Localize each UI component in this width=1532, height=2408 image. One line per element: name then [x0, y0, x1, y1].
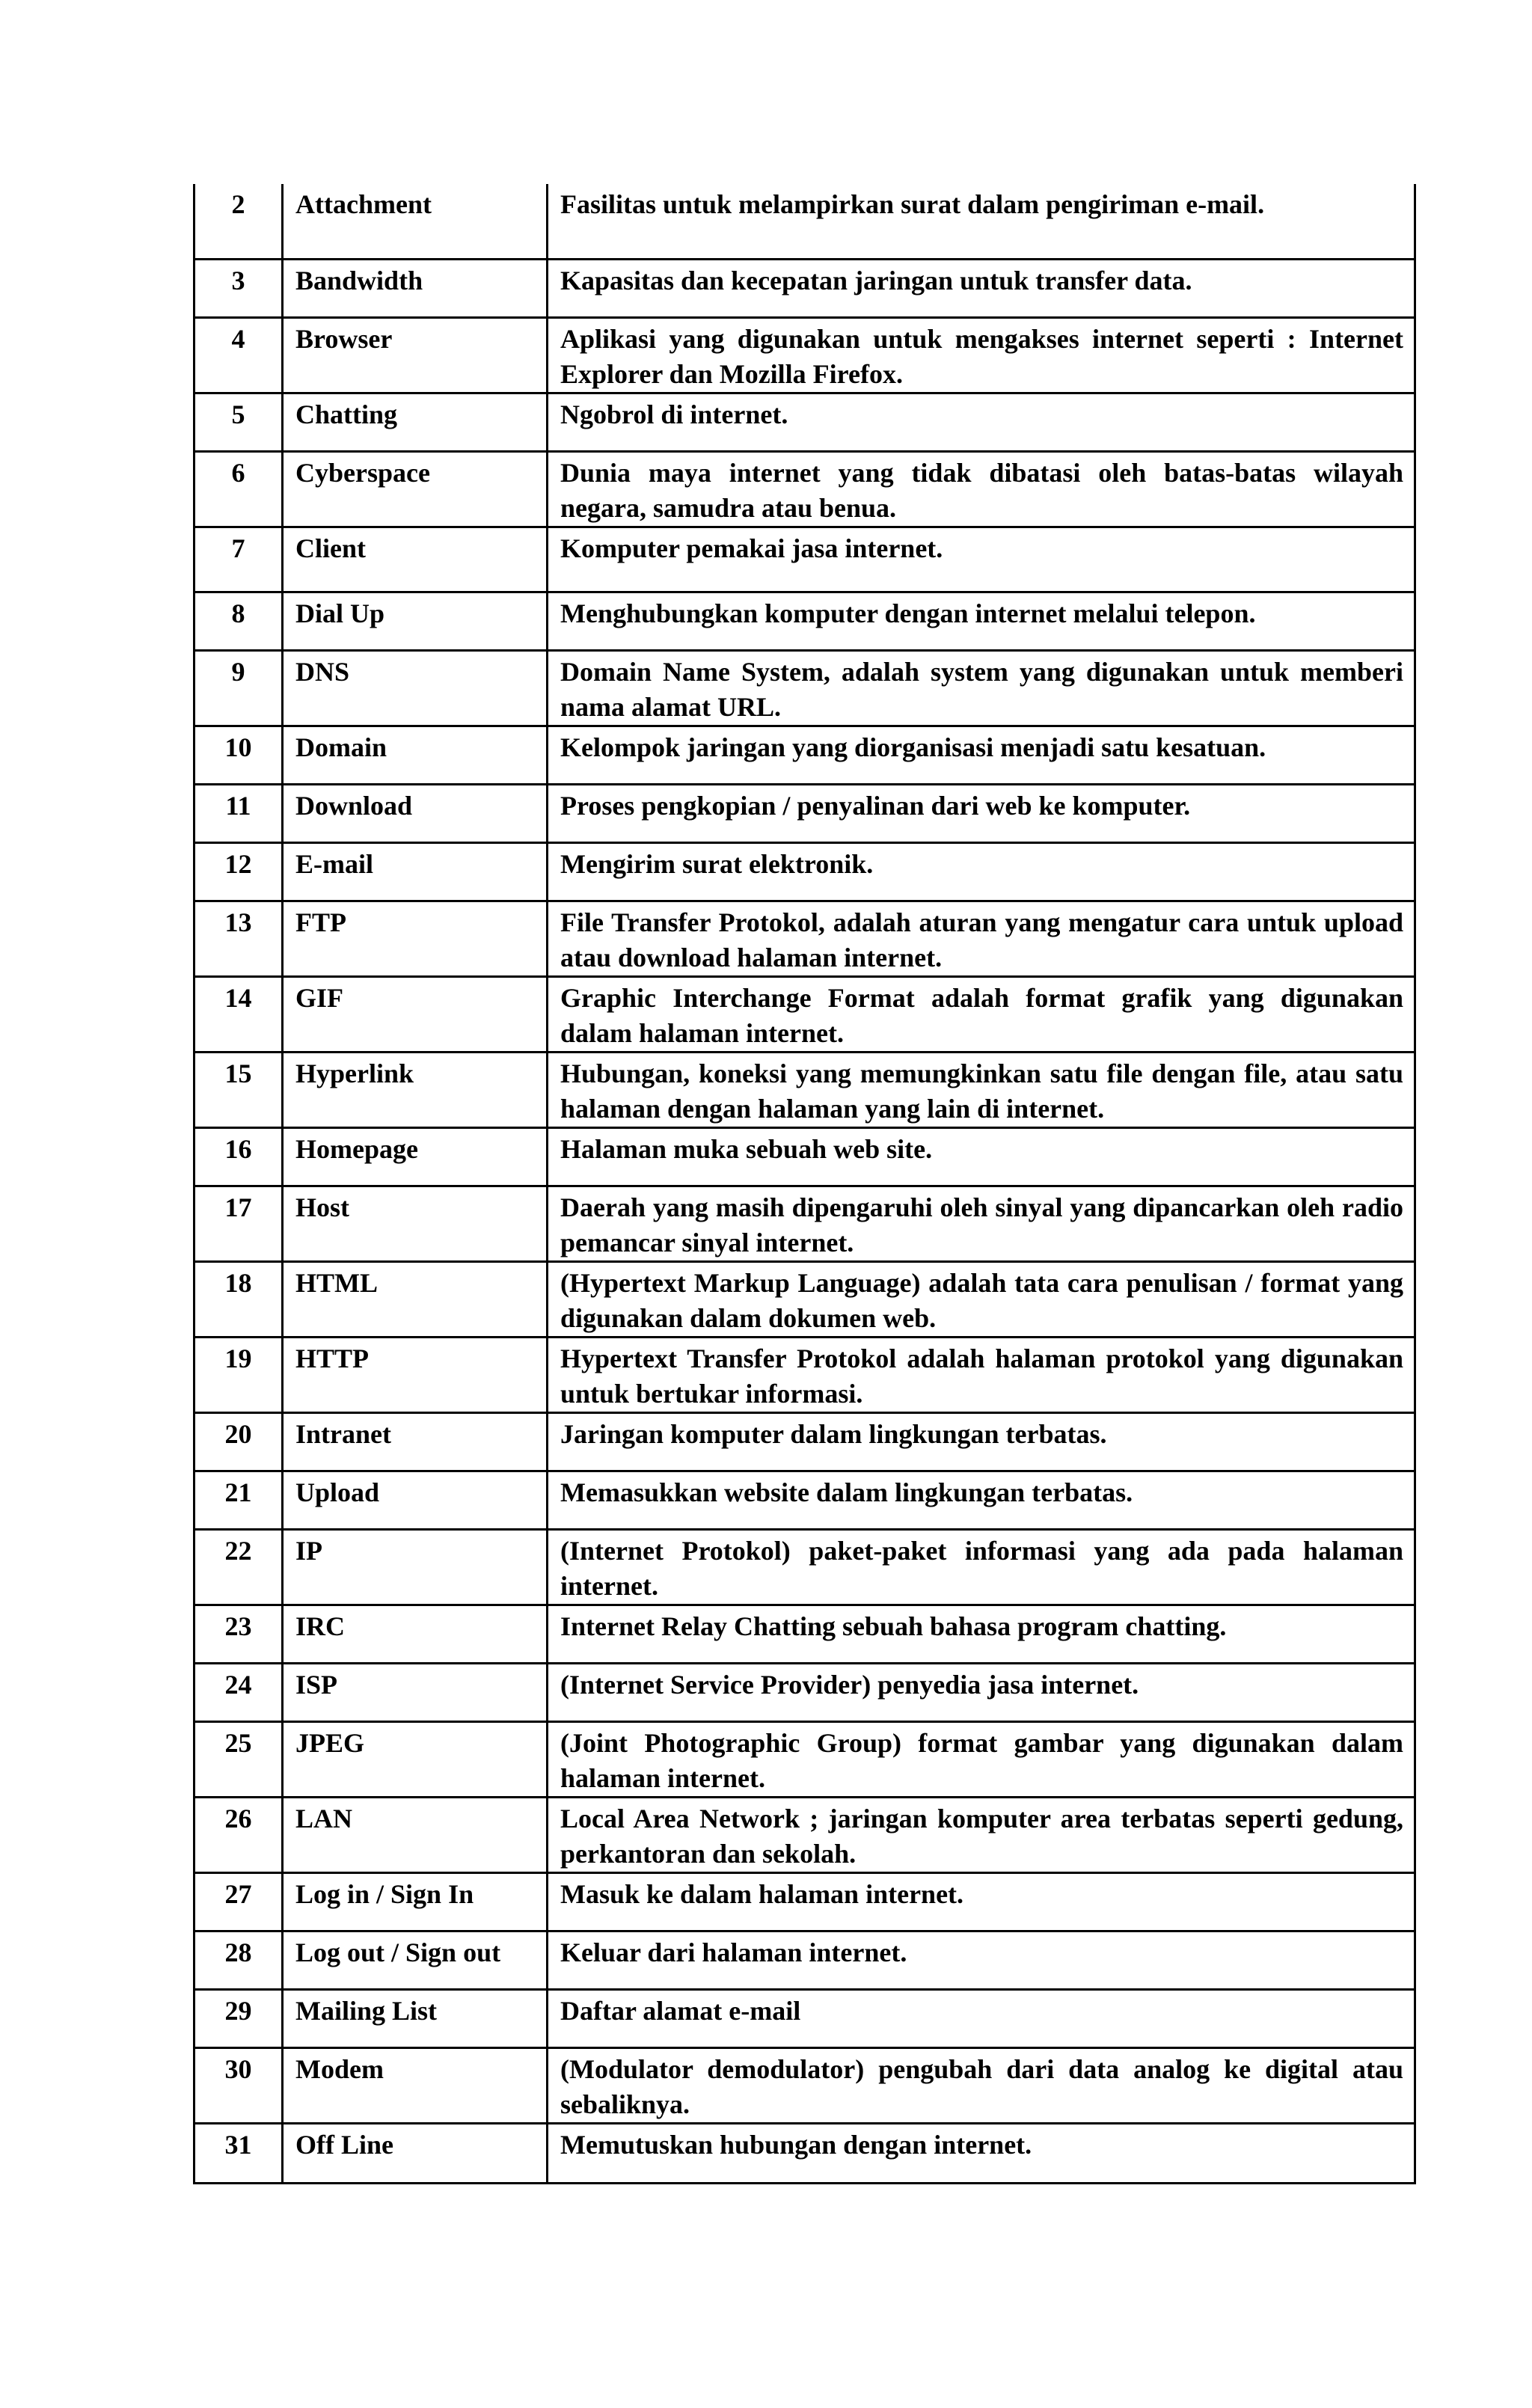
- definition-cell: Masuk ke dalam halaman internet.: [548, 1872, 1415, 1931]
- table-row: [194, 1721, 1415, 1797]
- term-cell: HTTP: [283, 1337, 548, 1412]
- table-row: [194, 1186, 1415, 1261]
- definition-cell: Hypertext Transfer Protokol adalah halaman protokol yang digunakan untuk bertukar informasi.: [548, 1337, 1415, 1412]
- definition-cell: Proses pengkopian / penyalinan dari web ke komputer.: [548, 784, 1415, 842]
- row-number: 5: [194, 393, 283, 451]
- row-number: 24: [194, 1663, 283, 1721]
- term-cell: Download: [283, 784, 548, 842]
- term-cell: Log in / Sign In: [283, 1872, 548, 1931]
- row-number: 30: [194, 2047, 283, 2123]
- row-number: 31: [194, 2123, 283, 2183]
- term-cell: Log out / Sign out: [283, 1931, 548, 1989]
- table-row: [194, 784, 1415, 842]
- definition-cell: Graphic Interchange Format adalah format grafik yang digunakan dalam halaman internet.: [548, 976, 1415, 1052]
- table-row: [194, 726, 1415, 784]
- definition-cell: (Internet Protokol) paket-paket informasi yang ada pada halaman internet.: [548, 1529, 1415, 1605]
- definition-cell: Domain Name System, adalah system yang digunakan untuk memberi nama alamat URL.: [548, 650, 1415, 726]
- table-row: [194, 1471, 1415, 1529]
- table-row: [194, 1261, 1415, 1337]
- row-number: 19: [194, 1337, 283, 1412]
- term-cell: Modem: [283, 2047, 548, 2123]
- glossary-page: [193, 184, 1414, 2184]
- row-number: 29: [194, 1989, 283, 2047]
- table-row: [194, 1412, 1415, 1471]
- row-number: 18: [194, 1261, 283, 1337]
- term-cell: LAN: [283, 1797, 548, 1872]
- definition-cell: (Joint Photographic Group) format gambar yang digunakan dalam halaman internet.: [548, 1721, 1415, 1797]
- row-number: 20: [194, 1412, 283, 1471]
- definition-cell: Keluar dari halaman internet.: [548, 1931, 1415, 1989]
- row-number: 10: [194, 726, 283, 784]
- table-row: [194, 527, 1415, 592]
- table-row: [194, 2047, 1415, 2123]
- term-cell: Mailing List: [283, 1989, 548, 2047]
- term-cell: ISP: [283, 1663, 548, 1721]
- table-row: [194, 1797, 1415, 1872]
- row-number: 22: [194, 1529, 283, 1605]
- table-row: [194, 976, 1415, 1052]
- definition-cell: Hubungan, koneksi yang memungkinkan satu file dengan file, atau satu halaman dengan halaman yang lain di internet.: [548, 1052, 1415, 1127]
- row-number: 15: [194, 1052, 283, 1127]
- row-number: 11: [194, 784, 283, 842]
- glossary-table-body: [194, 184, 1415, 2183]
- row-number: 2: [194, 184, 283, 259]
- term-cell: HTML: [283, 1261, 548, 1337]
- table-row: [194, 1989, 1415, 2047]
- table-row: [194, 842, 1415, 901]
- row-number: 7: [194, 527, 283, 592]
- definition-cell: File Transfer Protokol, adalah aturan yang mengatur cara untuk upload atau download halaman internet.: [548, 901, 1415, 976]
- table-row: [194, 2123, 1415, 2183]
- term-cell: Dial Up: [283, 592, 548, 650]
- definition-cell: Daftar alamat e-mail: [548, 1989, 1415, 2047]
- row-number: 9: [194, 650, 283, 726]
- definition-cell: Ngobrol di internet.: [548, 393, 1415, 451]
- term-cell: Attachment: [283, 184, 548, 259]
- table-row: [194, 317, 1415, 393]
- row-number: 6: [194, 451, 283, 527]
- term-cell: Homepage: [283, 1127, 548, 1186]
- definition-cell: Jaringan komputer dalam lingkungan terbatas.: [548, 1412, 1415, 1471]
- definition-cell: (Modulator demodulator) pengubah dari data analog ke digital atau sebaliknya.: [548, 2047, 1415, 2123]
- row-number: 4: [194, 317, 283, 393]
- term-cell: GIF: [283, 976, 548, 1052]
- definition-cell: Fasilitas untuk melampirkan surat dalam pengiriman e-mail.: [548, 184, 1415, 259]
- term-cell: Client: [283, 527, 548, 592]
- definition-cell: Kapasitas dan kecepatan jaringan untuk transfer data.: [548, 259, 1415, 317]
- row-number: 17: [194, 1186, 283, 1261]
- definition-cell: (Internet Service Provider) penyedia jasa internet.: [548, 1663, 1415, 1721]
- term-cell: Upload: [283, 1471, 548, 1529]
- table-row: [194, 451, 1415, 527]
- table-row: [194, 393, 1415, 451]
- row-number: 26: [194, 1797, 283, 1872]
- table-row: [194, 1605, 1415, 1663]
- definition-cell: Dunia maya internet yang tidak dibatasi oleh batas-batas wilayah negara, samudra atau benua.: [548, 451, 1415, 527]
- row-number: 25: [194, 1721, 283, 1797]
- table-row: [194, 1931, 1415, 1989]
- row-number: 28: [194, 1931, 283, 1989]
- table-row: [194, 650, 1415, 726]
- term-cell: DNS: [283, 650, 548, 726]
- definition-cell: Menghubungkan komputer dengan internet melalui telepon.: [548, 592, 1415, 650]
- term-cell: Bandwidth: [283, 259, 548, 317]
- term-cell: IP: [283, 1529, 548, 1605]
- table-row: [194, 1872, 1415, 1931]
- table-row: [194, 259, 1415, 317]
- definition-cell: Daerah yang masih dipengaruhi oleh sinyal yang dipancarkan oleh radio pemancar sinyal internet.: [548, 1186, 1415, 1261]
- term-cell: Chatting: [283, 393, 548, 451]
- term-cell: Cyberspace: [283, 451, 548, 527]
- table-row: [194, 1337, 1415, 1412]
- definition-cell: Mengirim surat elektronik.: [548, 842, 1415, 901]
- term-cell: Host: [283, 1186, 548, 1261]
- table-row: [194, 592, 1415, 650]
- definition-cell: Aplikasi yang digunakan untuk mengakses internet seperti : Internet Explorer dan Mozilla Firefox.: [548, 317, 1415, 393]
- table-row: [194, 1052, 1415, 1127]
- table-row: [194, 1663, 1415, 1721]
- row-number: 13: [194, 901, 283, 976]
- definition-cell: Internet Relay Chatting sebuah bahasa program chatting.: [548, 1605, 1415, 1663]
- row-number: 27: [194, 1872, 283, 1931]
- term-cell: E-mail: [283, 842, 548, 901]
- definition-cell: (Hypertext Markup Language) adalah tata cara penulisan / format yang digunakan dalam dokumen web.: [548, 1261, 1415, 1337]
- term-cell: Domain: [283, 726, 548, 784]
- row-number: 21: [194, 1471, 283, 1529]
- term-cell: FTP: [283, 901, 548, 976]
- definition-cell: Memutuskan hubungan dengan internet.: [548, 2123, 1415, 2183]
- row-number: 12: [194, 842, 283, 901]
- term-cell: Browser: [283, 317, 548, 393]
- table-row: [194, 1529, 1415, 1605]
- glossary-table: [193, 184, 1416, 2184]
- table-row: [194, 184, 1415, 259]
- definition-cell: Komputer pemakai jasa internet.: [548, 527, 1415, 592]
- table-row: [194, 901, 1415, 976]
- row-number: 8: [194, 592, 283, 650]
- definition-cell: Memasukkan website dalam lingkungan terbatas.: [548, 1471, 1415, 1529]
- row-number: 23: [194, 1605, 283, 1663]
- definition-cell: Kelompok jaringan yang diorganisasi menjadi satu kesatuan.: [548, 726, 1415, 784]
- row-number: 3: [194, 259, 283, 317]
- term-cell: Off Line: [283, 2123, 548, 2183]
- term-cell: IRC: [283, 1605, 548, 1663]
- definition-cell: Local Area Network ; jaringan komputer area terbatas seperti gedung, perkantoran dan sekolah.: [548, 1797, 1415, 1872]
- definition-cell: Halaman muka sebuah web site.: [548, 1127, 1415, 1186]
- table-row: [194, 1127, 1415, 1186]
- term-cell: Intranet: [283, 1412, 548, 1471]
- term-cell: JPEG: [283, 1721, 548, 1797]
- term-cell: Hyperlink: [283, 1052, 548, 1127]
- row-number: 14: [194, 976, 283, 1052]
- row-number: 16: [194, 1127, 283, 1186]
